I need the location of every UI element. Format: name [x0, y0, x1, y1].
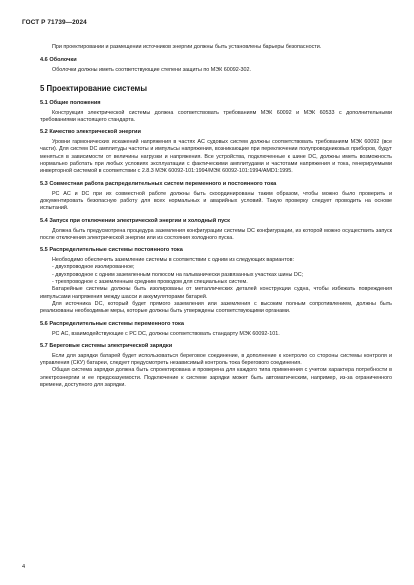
list-item: - трехпроводное с заземленным средним проводом для специальных систем. [52, 279, 248, 286]
paragraph: Для источника DC, который будет прямого заземления или заземления с высоким полным сопротивлением, должны быть реализованы необходимые меры, которые должны быть утверждены соответствующими органами. [40, 300, 392, 315]
paragraph: Необходимо обеспечить заземление системы в соответствии с одним из следующих вариантов: [52, 257, 294, 264]
paragraph: При проектировании и размещении источников энергии должны быть установлены барьеры безопасности. [52, 44, 322, 50]
body-text [40, 44, 392, 389]
paragraph: Батарейные системы должны быть изолированы от металлических деталей конструкции судна, чтобы избежать повреждения импульсами напряжения между шасси и аккумуляторами батарей. [40, 286, 392, 300]
paragraph: Уровни гармонических искажений напряжения в частях AC судовых систем должны соответствовать требованиям МЭК 60092 (все части). Для систем DC амплитуды частоты и импульсы напряжения, возникающие при переключении полупроводниковых приборов, будут меняться в зависимости от величины нагрузки и напряжения. Все устройства, подключенные к шине DC, должны иметь возможность нормально работать при любых условиях эксплуатации с фактическими амплитудами и частотами напряжения и тока, генерируемыми инверторной системой в соответствии с 2.8.3 МЭК 60092-101:1994/МЭК 60092-101:1994/AMD1:1995. [40, 139, 392, 175]
section-heading-5-1: 5.1 Общие положения [40, 99, 101, 106]
paragraph: Общая система зарядки должна быть спроектирована и проверена для каждого типа применения с учетом характера потребности в электроэнергии и ее предсказуемости. Подключение к системе зарядки может быть автоматическим, например, из-за ограниченного времени, доступного для зарядки. [40, 367, 392, 389]
list-item: - двухпроводное изолированное; [52, 264, 135, 271]
list-item: - двухпроводное с одним заземленным полюсом на гальванически развязанных участках шины DC; [52, 271, 304, 278]
section-heading-5-7: 5.7 Береговые системы электрической зарядки [40, 342, 173, 349]
standard-header: ГОСТ Р 71739—2024 [22, 19, 87, 26]
chapter-heading-5: 5 Проектирование системы [40, 83, 147, 93]
section-heading-4-6: 4.6 Оболочки [40, 57, 77, 64]
paragraph: РС AC, взаимодействующие с РС DC, должны соответствовать стандарту МЭК 60092-101. [52, 330, 280, 337]
paragraph: РС AC и DC при их совместной работе должны быть скоординированы таким образом, чтобы можно было проверить и документировать безопасную работу для всех нормальных и аварийных условий. Такую проверку следует проводить на основе испытаний. [40, 190, 392, 212]
page-number: 4 [22, 564, 26, 570]
paragraph: Если для зарядки батарей будет использоваться береговое соединение, в дополнение к контролю со стороны системы контроля и управления (СКУ) батареи, следует предусмотреть независимый контроль тока берегового соединения. [40, 352, 392, 367]
paragraph: Должна быть предусмотрена процедура заземления конфигурации системы DC конфигурации, из которой можно осуществить запуск после отключения электрической энергии или из состояния холодного пуска. [40, 227, 392, 241]
section-heading-5-2: 5.2 Качество электрической энергии [40, 129, 141, 136]
section-heading-5-5: 5.5 Распределительные системы постоянного тока [40, 247, 183, 254]
section-heading-5-4: 5.4 Запуск при отключении электрической энергии и холодный пуск [40, 217, 230, 224]
section-heading-5-3: 5.3 Совместная работа распределительных систем переменного и постоянного тока [40, 180, 277, 187]
section-heading-5-6: 5.6 Распределительные системы переменного тока [40, 320, 184, 327]
paragraph: Конструкция электрической системы должна соответствовать требованиям МЭК 60092 и МЭК 60533 с дополнительными требованиями настоящего стандарта. [40, 109, 392, 123]
paragraph: Оболочки должны иметь соответствующие степени защиты по МЭК 60092-302. [52, 67, 252, 74]
